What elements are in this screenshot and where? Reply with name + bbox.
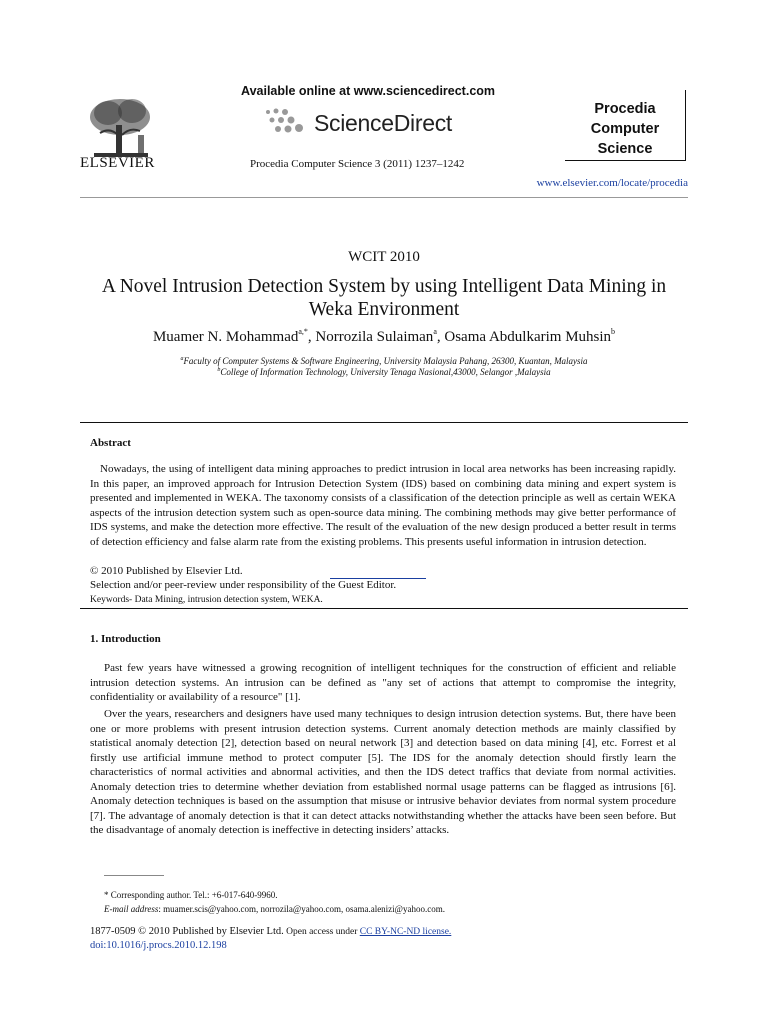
intro-paragraph: Past few years have witnessed a growing recognition of intelligent techniques for the construction of efficient and reliable intrusion detection systems. An intrusion can be defined as "any set of actions that attempt to compromise the integrity, confidentiality or availability of a resource" [1]. [90, 662, 676, 703]
sciencedirect-wordmark: ScienceDirect [314, 110, 452, 136]
footnote-divider [104, 875, 164, 876]
doi-link[interactable]: doi:10.1016/j.procs.2010.12.198 [90, 940, 227, 951]
author-name: Norrozila Sulaiman [315, 329, 434, 345]
issn-copyright: 1877-0509 © 2010 Published by Elsevier Ltd. [90, 926, 284, 937]
author-list: Muamer N. Mohammad$^{a,*}$, Norrozila Sulaiman$^a$, Osama Abdulkarim Muhsin$^b$ [152, 327, 616, 345]
header-divider [80, 197, 688, 198]
keywords: Keywords- Data Mining, intrusion detection system, WEKA. [90, 595, 323, 605]
issn-line [90, 926, 451, 937]
email-label: E-mail address [104, 904, 159, 914]
peer-review-notice: Selection and/or peer-review under responsibility of the Guest Editor. [90, 579, 397, 591]
conference-name: WCIT 2010 [348, 249, 420, 265]
author-affiliation-mark: a,* [298, 327, 308, 336]
intro-paragraph: Over the years, researchers and designers have used many techniques to design intrusion detection systems. But, there have been one or more problems with present intrusion detection systems. Current anomaly detection methods are mainly classified by statistical anomaly detection [2], detection based on neural network [3] and detection based on data mining [4], etc. Forrest et al firstly use artificial immune method to protect computer [5]. The IDS for the anomaly detection should firstly learn the characteristics of normal activities and abnormal activities, and then the IDS detect traffics that deviate from normal activities. Anomaly detection tries to determine whether deviation from established normal usage patterns can be flagged as intrusions [6]. Anomaly detection techniques is based on the assumption that misuse or intrusive behavior deviates from normal system procedure [7]. The advantage of anomaly detection is that it can detect attacks notwithstanding whether the attacks have been seen before. But the disadvantage of anomaly detection is ineffective in detecting insiders’ attacks. [90, 708, 676, 836]
corresponding-author-footnote: * Corresponding author. Tel.: +6-017-640-9960. [104, 890, 278, 900]
abstract-body: Nowadays, the using of intelligent data mining approaches to predict intrusion in local area networks has been increasing rapidly. In this paper, an improved approach for Intrusion Detection System (IDS) based on combining data mining and expert system is presented and implemented in WEKA. The taxonomy consists of a classification of the detection principle as well as certain WEKA aspects of the intrusion detection system such as open-source data mining. The combining methods may give better performance of IDS systems, and make the detection more effective. The result of the evaluation of the new design produced a better result in terms of detection efficiency and false alarm rate from the existing problems. This presents useful information in intrusion detection. [90, 463, 676, 548]
email-addresses: : muamer.scis@yahoo.com, norrozila@yahoo.com, osama.alenizi@yahoo.com. [158, 904, 445, 914]
abstract-top-rule [80, 422, 688, 423]
open-access-text: Open access under [283, 927, 360, 937]
procedia-journal-title: Procedia Computer Science [590, 101, 660, 157]
author-name: Osama Abdulkarim Muhsin [444, 329, 612, 345]
author-name: Muamer N. Mohammad [152, 329, 299, 345]
author-affiliation-mark: a [433, 327, 437, 336]
abstract-bottom-rule [80, 608, 688, 609]
section-heading-introduction: 1. Introduction [90, 633, 161, 645]
author-affiliation-mark: b [611, 327, 616, 336]
copyright-notice: © 2010 Published by Elsevier Ltd. [90, 565, 243, 577]
procedia-url-link[interactable]: www.elsevier.com/locate/procedia [536, 177, 688, 189]
journal-reference: Procedia Computer Science 3 (2011) 1237–1242 [250, 158, 465, 170]
affiliation-b: $^b$College of Information Technology, University Tenaga Nasional,43000, Selangor ,Malaysia [217, 367, 551, 377]
license-link[interactable]: CC BY-NC-ND license. [359, 927, 452, 937]
available-online-text: Available online at www.sciencedirect.com [241, 84, 496, 98]
affiliation-a: $^a$Faculty of Computer Systems & Software Engineering, University Malaysia Pahang, 26300, Kuantan, Malaysia [180, 356, 588, 366]
sciencedirect-dots-icon [262, 106, 310, 136]
paper-title: A Novel Intrusion Detection System by using Intelligent Data Mining in Weka Environment [101, 276, 667, 320]
abstract-heading: Abstract [90, 437, 131, 449]
elsevier-wordmark: ELSEVIER [80, 155, 155, 171]
email-footnote [104, 904, 445, 914]
